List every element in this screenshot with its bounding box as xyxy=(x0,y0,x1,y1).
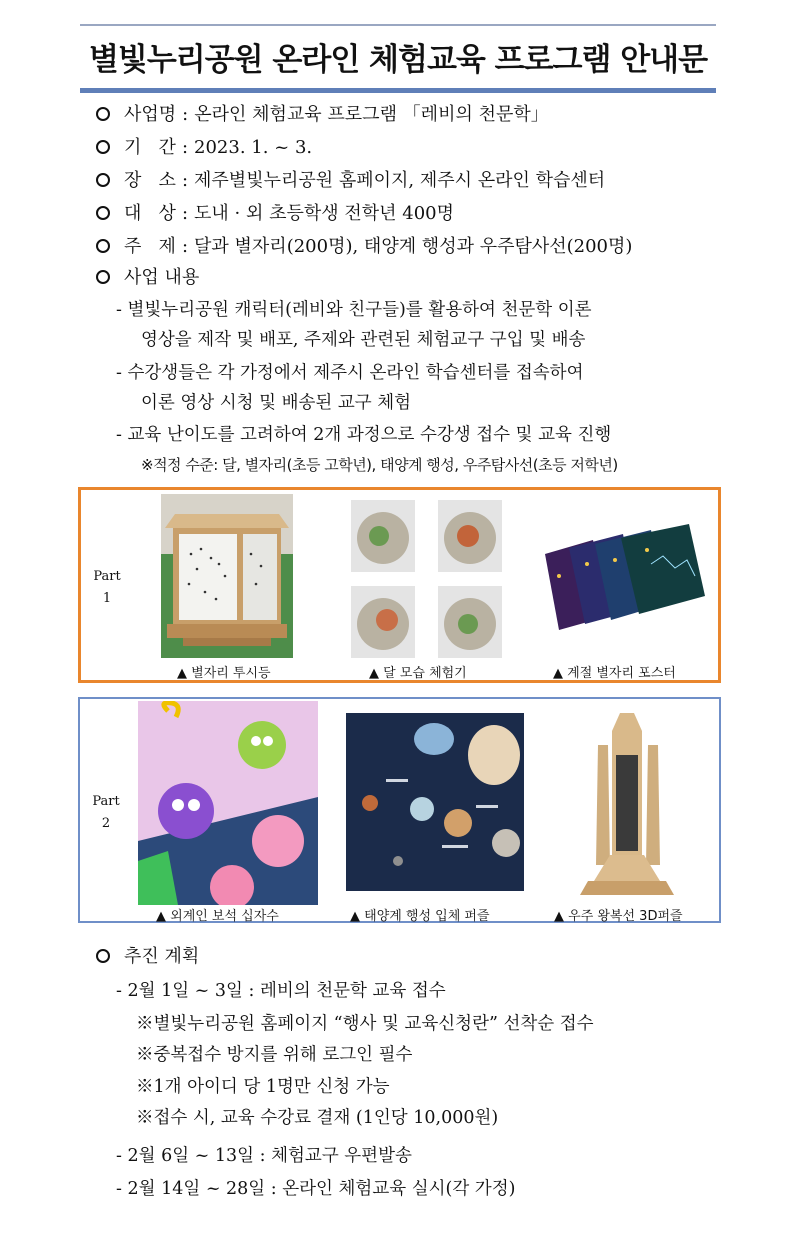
part2-caption-3: ▲ 우주 왕복선 3D퍼즐 xyxy=(554,909,683,924)
plan-heading-text: 추진 계획 xyxy=(124,946,200,967)
part2-label-b: 2 xyxy=(101,816,111,831)
circle-bullet-icon xyxy=(96,107,110,121)
colon: : xyxy=(181,137,189,158)
content-item-2-line1: - 수강생들은 각 가정에서 제주시 온라인 학습센터를 접속하여 xyxy=(116,363,584,383)
info-value: 도내 · 외 초등학생 전학년 400명 xyxy=(194,203,454,224)
plan-item: - 2월 14일 ~ 28일 : 온라인 체험교육 실시(각 가정) xyxy=(116,1179,516,1199)
moon-kit-photo xyxy=(351,586,415,658)
info-value: 2023. 1. ~ 3. xyxy=(194,137,313,158)
part1-caption-1: ▲ 별자리 투시등 xyxy=(177,666,271,681)
part1-label-b: 1 xyxy=(102,591,112,606)
info-row-name xyxy=(96,103,549,127)
colon: : xyxy=(181,236,189,257)
part2-caption-1: ▲ 외계인 보석 십자수 xyxy=(156,909,279,924)
info-label: 주 제 xyxy=(124,236,176,257)
info-value: 온라인 체험교육 프로그램 「레비의 천문학」 xyxy=(194,104,549,125)
part2-label xyxy=(86,791,126,835)
content-item-1-line2: 영상을 제작 및 배포, 주제와 관련된 체험교구 구입 및 배송 xyxy=(141,330,586,350)
content-item-2-line2: 이론 영상 시청 및 배송된 교구 체험 xyxy=(141,393,412,413)
plan-item: - 2월 6일 ~ 13일 : 체험교구 우편발송 xyxy=(116,1146,412,1166)
plan-item: - 2월 1일 ~ 3일 : 레비의 천문학 교육 접수 xyxy=(116,981,446,1001)
info-row-target xyxy=(96,202,454,226)
circle-bullet-icon xyxy=(96,270,110,284)
part1-caption-2: ▲ 달 모습 체험기 xyxy=(369,666,467,681)
title-rule-top xyxy=(80,24,716,26)
part2-label-a: Part xyxy=(92,794,120,809)
content-heading-text: 사업 내용 xyxy=(124,267,200,288)
season-constellation-poster-photo xyxy=(539,524,709,636)
part2-box xyxy=(78,697,721,923)
content-heading xyxy=(96,266,199,290)
moon-kit-photo xyxy=(438,586,502,658)
solar-system-puzzle-photo xyxy=(346,713,524,891)
info-value: 달과 별자리(200명), 태양계 행성과 우주탐사선(200명) xyxy=(194,236,633,257)
content-item-1-line1: - 별빛누리공원 캐릭터(레비와 친구들)를 활용하여 천문학 이론 xyxy=(116,300,592,320)
colon: : xyxy=(181,203,189,224)
alien-gem-cross-stitch-photo xyxy=(138,701,318,905)
part1-box xyxy=(78,487,721,683)
info-label: 기 간 xyxy=(124,137,176,158)
info-row-place xyxy=(96,169,605,193)
colon: : xyxy=(182,104,189,125)
colon: : xyxy=(181,170,189,191)
plan-note: ※별빛누리공원 홈페이지 “행사 및 교육신청란” 선착순 접수 xyxy=(136,1014,594,1034)
circle-bullet-icon xyxy=(96,949,110,963)
info-row-theme xyxy=(96,235,632,259)
space-shuttle-puzzle-photo xyxy=(570,705,684,901)
part1-label-a: Part xyxy=(93,569,121,584)
info-value: 제주별빛누리공원 홈페이지, 제주시 온라인 학습센터 xyxy=(194,170,606,191)
info-label: 장 소 xyxy=(124,170,176,191)
circle-bullet-icon xyxy=(96,206,110,220)
info-label: 대 상 xyxy=(124,203,176,224)
plan-note: ※접수 시, 교육 수강료 결재 (1인당 10,000원) xyxy=(136,1108,499,1128)
content-item-3-line1: - 교육 난이도를 고려하여 2개 과정으로 수강생 접수 및 교육 진행 xyxy=(116,425,612,445)
part2-caption-2: ▲ 태양계 행성 입체 퍼즐 xyxy=(350,909,490,924)
circle-bullet-icon xyxy=(96,173,110,187)
info-label: 사업명 xyxy=(124,104,177,125)
moon-kit-photo xyxy=(351,500,415,572)
plan-heading xyxy=(96,945,199,969)
circle-bullet-icon xyxy=(96,239,110,253)
plan-note: ※1개 아이디 당 1명만 신청 가능 xyxy=(136,1077,390,1097)
plan-note: ※중복접수 방지를 위해 로그인 필수 xyxy=(136,1045,413,1065)
constellation-lantern-photo xyxy=(161,494,293,658)
page-title: 별빛누리공원 온라인 체험교육 프로그램 안내문 xyxy=(88,42,708,78)
part1-label xyxy=(87,566,127,610)
level-note: ※적정 수준: 달, 별자리(초등 고학년), 태양계 행성, 우주탐사선(초등 저학년) xyxy=(141,456,618,474)
info-row-period xyxy=(96,136,312,160)
moon-kit-photo xyxy=(438,500,502,572)
part1-caption-3: ▲ 계절 별자리 포스터 xyxy=(553,666,676,681)
circle-bullet-icon xyxy=(96,140,110,154)
title-rule-bottom xyxy=(80,88,716,93)
